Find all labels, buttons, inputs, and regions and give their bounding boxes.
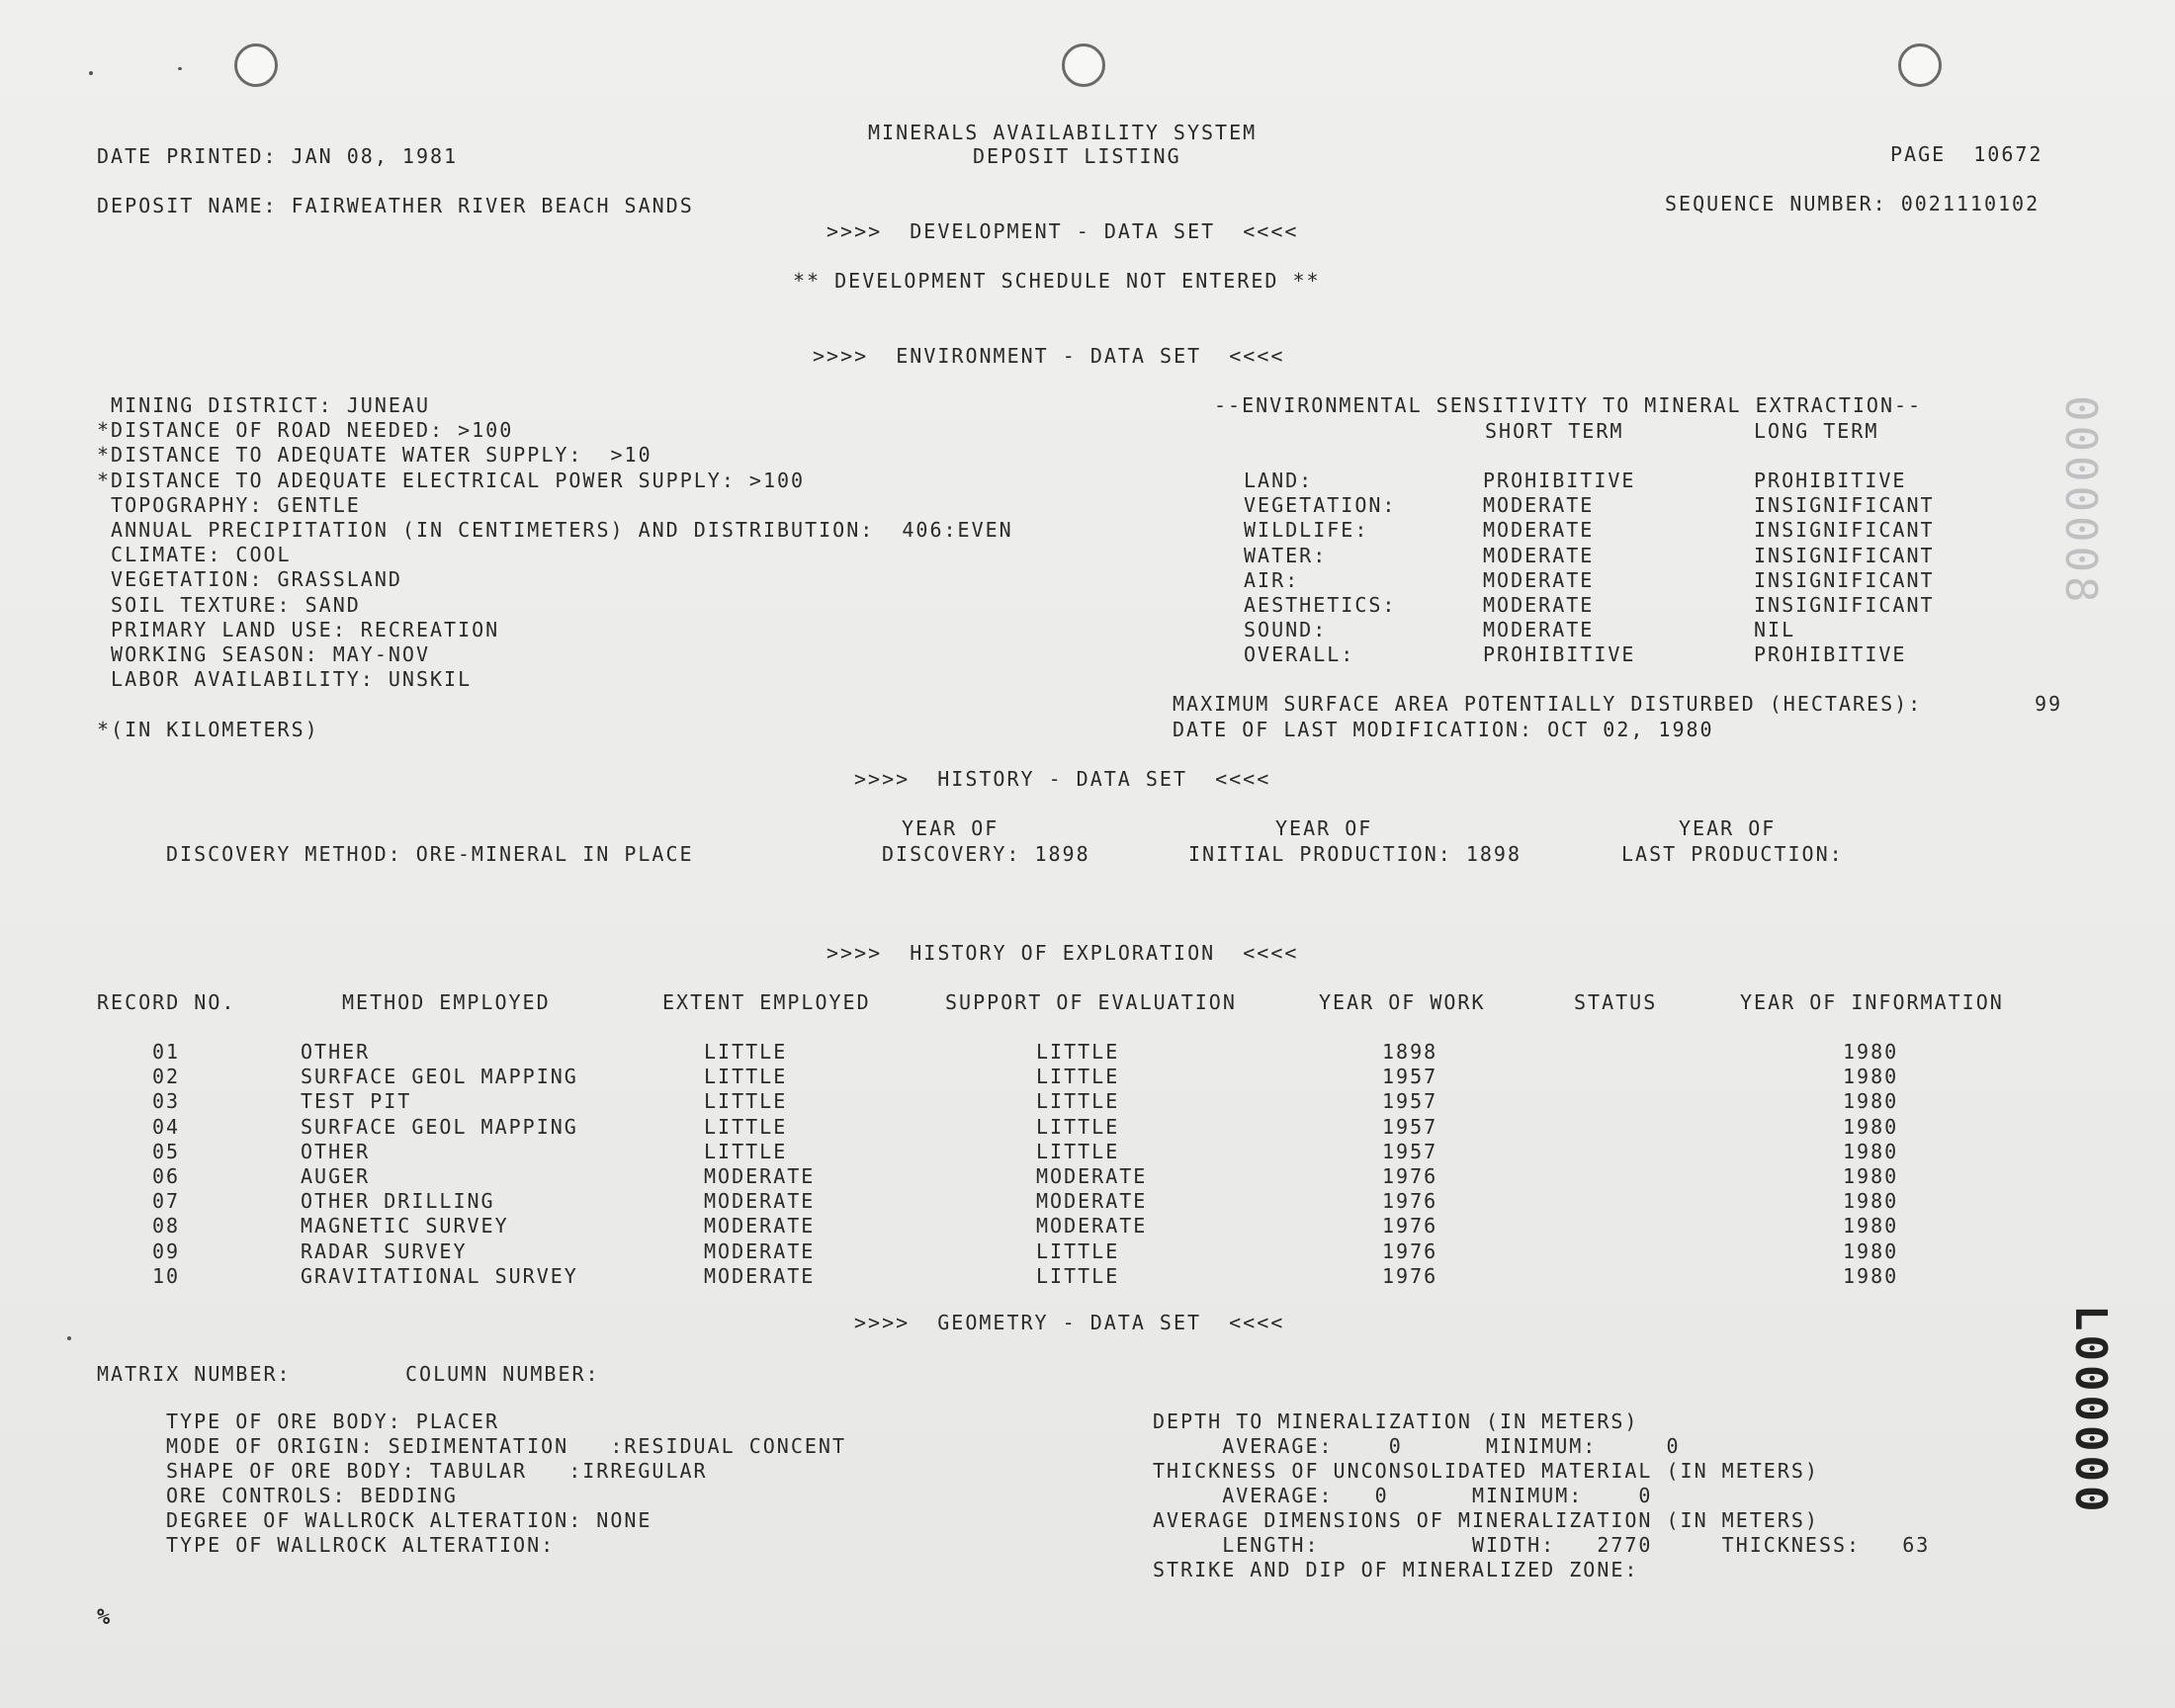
col-record-no: RECORD NO. — [97, 990, 236, 1014]
exploration-heading: >>>> HISTORY OF EXPLORATION <<<< — [826, 941, 1299, 965]
extent-employed: MODERATE — [704, 1164, 816, 1188]
initial-production: INITIAL PRODUCTION: 1898 — [1188, 842, 1522, 866]
sequence-number: SEQUENCE NUMBER: 0021110102 — [1665, 192, 2041, 215]
table-row — [0, 1189, 2175, 1214]
geometry-left-line: DEGREE OF WALLROCK ALTERATION: NONE — [166, 1508, 652, 1532]
method-employed: MAGNETIC SURVEY — [301, 1214, 509, 1238]
sensitivity-label: VEGETATION: — [1244, 493, 1397, 518]
environment-line: WORKING SEASON: MAY-NOV — [97, 642, 430, 666]
sensitivity-short-term: PROHIBITIVE — [1483, 469, 1636, 492]
support-evaluation: MODERATE — [1036, 1189, 1148, 1214]
sensitivity-label: OVERALL: — [1244, 642, 1355, 667]
environment-line: *DISTANCE TO ADEQUATE WATER SUPPLY: >10 — [97, 443, 652, 468]
deposit-name: DEPOSIT NAME: FAIRWEATHER RIVER BEACH SANDS — [97, 194, 694, 217]
geometry-left-line: TYPE OF WALLROCK ALTERATION: — [166, 1533, 556, 1557]
method-employed: AUGER — [301, 1164, 371, 1188]
geometry-right-line: LENGTH: WIDTH: 2770 THICKNESS: 63 — [1153, 1533, 1931, 1557]
year-of-information: 1980 — [1843, 1040, 1899, 1064]
col-method-employed: METHOD EMPLOYED — [342, 990, 551, 1014]
support-evaluation: LITTLE — [1036, 1089, 1120, 1114]
method-employed: GRAVITATIONAL SURVEY — [301, 1263, 578, 1288]
support-evaluation: MODERATE — [1036, 1214, 1148, 1238]
sensitivity-long-term: PROHIBITIVE — [1754, 642, 1907, 667]
col-support-evaluation: SUPPORT OF EVALUATION — [945, 990, 1237, 1014]
punch-hole-right — [1898, 43, 1942, 87]
sensitivity-long-term: PROHIBITIVE — [1754, 469, 1907, 492]
sensitivity-label: AESTHETICS: — [1244, 593, 1397, 617]
extent-employed: MODERATE — [704, 1214, 816, 1238]
max-surface-value: 99 — [2035, 692, 2063, 716]
year-of-work: 1898 — [1382, 1040, 1438, 1064]
support-evaluation: LITTLE — [1036, 1263, 1120, 1288]
extent-employed: LITTLE — [704, 1139, 788, 1163]
development-heading: >>>> DEVELOPMENT - DATA SET <<<< — [826, 219, 1299, 243]
extent-employed: LITTLE — [704, 1040, 788, 1064]
kilometers-footnote: *(IN KILOMETERS) — [97, 718, 319, 741]
environment-line: TOPOGRAPHY: GENTLE — [97, 492, 361, 517]
environment-line: PRIMARY LAND USE: RECREATION — [97, 617, 500, 641]
sensitivity-long-term: INSIGNIFICANT — [1754, 567, 1935, 592]
record-no: 03 — [152, 1089, 181, 1114]
year-of-information: 1980 — [1843, 1238, 1899, 1263]
year-of-information: 1980 — [1843, 1263, 1899, 1288]
environment-line: LABOR AVAILABILITY: UNSKIL — [97, 667, 473, 692]
record-no: 06 — [152, 1164, 181, 1188]
year-of-work: 1976 — [1382, 1263, 1438, 1288]
method-employed: TEST PIT — [301, 1089, 412, 1114]
table-row — [0, 1089, 2175, 1114]
sensitivity-label: AIR: — [1244, 567, 1300, 592]
discovery-year: DISCOVERY: 1898 — [882, 842, 1090, 866]
extent-employed: MODERATE — [704, 1238, 816, 1263]
geometry-heading: >>>> GEOMETRY - DATA SET <<<< — [854, 1311, 1285, 1334]
environment-line: CLIMATE: COOL — [97, 543, 292, 567]
environment-line: ANNUAL PRECIPITATION (IN CENTIMETERS) AND DISTRIBUTION: 406:EVEN — [97, 518, 1013, 542]
extent-employed: LITTLE — [704, 1065, 788, 1089]
page-number: PAGE 10672 — [1890, 142, 2044, 166]
method-employed: RADAR SURVEY — [301, 1238, 468, 1263]
year-of-work: 1976 — [1382, 1238, 1438, 1263]
support-evaluation: LITTLE — [1036, 1065, 1120, 1089]
geometry-right-line: AVERAGE: 0 MINIMUM: 0 — [1153, 1434, 1681, 1458]
sensitivity-long-term: NIL — [1754, 618, 1796, 642]
geometry-left-line: SHAPE OF ORE BODY: TABULAR :IRREGULAR — [166, 1459, 708, 1483]
page-mark: % — [97, 1605, 111, 1630]
year-of-work: 1976 — [1382, 1189, 1438, 1214]
record-no: 10 — [152, 1263, 181, 1288]
max-surface-label: MAXIMUM SURFACE AREA POTENTIALLY DISTURBED (HECTARES): — [1173, 692, 1923, 716]
sensitivity-short-term: MODERATE — [1483, 518, 1595, 543]
sensitivity-title: --ENVIRONMENTAL SENSITIVITY TO MINERAL EXTRACTION-- — [1214, 393, 1923, 417]
method-employed: OTHER DRILLING — [301, 1189, 495, 1214]
microfilm-code-dark: L000000 — [2065, 1305, 2116, 1516]
year-of-discovery-label: YEAR OF — [902, 816, 1000, 840]
table-row — [0, 1040, 2175, 1065]
support-evaluation: MODERATE — [1036, 1164, 1148, 1188]
sensitivity-long-term: INSIGNIFICANT — [1754, 518, 1935, 543]
sensitivity-short-term: PROHIBITIVE — [1483, 642, 1636, 667]
year-of-work: 1976 — [1382, 1214, 1438, 1238]
sensitivity-long-term: INSIGNIFICANT — [1754, 593, 1935, 617]
year-of-information: 1980 — [1843, 1114, 1899, 1139]
geometry-right-line: STRIKE AND DIP OF MINERALIZED ZONE: — [1153, 1558, 1639, 1581]
short-term-header: SHORT TERM — [1485, 419, 1624, 443]
col-status: STATUS — [1574, 990, 1658, 1014]
table-row — [0, 1239, 2175, 1264]
development-note: ** DEVELOPMENT SCHEDULE NOT ENTERED ** — [793, 269, 1321, 293]
sensitivity-short-term: MODERATE — [1483, 493, 1595, 518]
table-row — [0, 1065, 2175, 1089]
col-year-of-work: YEAR OF WORK — [1319, 990, 1486, 1014]
record-no: 09 — [152, 1238, 181, 1263]
year-of-work: 1957 — [1382, 1139, 1438, 1163]
record-no: 08 — [152, 1214, 181, 1238]
sensitivity-label: SOUND: — [1244, 618, 1328, 642]
sensitivity-short-term: MODERATE — [1483, 567, 1595, 592]
support-evaluation: LITTLE — [1036, 1238, 1120, 1263]
sensitivity-label: WILDLIFE: — [1244, 518, 1369, 543]
environment-line: *DISTANCE OF ROAD NEEDED: >100 — [97, 418, 514, 443]
column-number: COLUMN NUMBER: — [405, 1362, 600, 1386]
record-no: 04 — [152, 1114, 181, 1139]
sensitivity-long-term: INSIGNIFICANT — [1754, 543, 1935, 567]
geometry-right-line: AVERAGE DIMENSIONS OF MINERALIZATION (IN METERS) — [1153, 1508, 1819, 1532]
long-term-header: LONG TERM — [1754, 419, 1879, 443]
last-production: LAST PRODUCTION: — [1621, 842, 1844, 866]
environment-line: *DISTANCE TO ADEQUATE ELECTRICAL POWER SUPPLY: >100 — [97, 468, 806, 492]
record-no: 07 — [152, 1189, 181, 1214]
system-title: MINERALS AVAILABILITY SYSTEM — [868, 121, 1258, 144]
table-row — [0, 1115, 2175, 1140]
extent-employed: MODERATE — [704, 1189, 816, 1214]
record-no: 05 — [152, 1139, 181, 1163]
col-extent-employed: EXTENT EMPLOYED — [662, 990, 871, 1014]
year-of-initial-label: YEAR OF — [1275, 816, 1373, 840]
method-employed: OTHER — [301, 1139, 371, 1163]
punch-hole-left — [234, 43, 278, 87]
last-modification: DATE OF LAST MODIFICATION: OCT 02, 1980 — [1173, 718, 1714, 741]
year-of-work: 1957 — [1382, 1089, 1438, 1114]
support-evaluation: LITTLE — [1036, 1114, 1120, 1139]
support-evaluation: LITTLE — [1036, 1139, 1120, 1163]
record-no: 01 — [152, 1040, 181, 1064]
support-evaluation: LITTLE — [1036, 1040, 1120, 1064]
method-employed: OTHER — [301, 1040, 371, 1064]
year-of-information: 1980 — [1843, 1189, 1899, 1214]
punch-hole-center — [1062, 43, 1105, 87]
environment-line: VEGETATION: GRASSLAND — [97, 567, 402, 592]
year-of-information: 1980 — [1843, 1164, 1899, 1188]
sensitivity-label: LAND: — [1244, 469, 1314, 492]
geometry-left-line: TYPE OF ORE BODY: PLACER — [166, 1409, 499, 1433]
method-employed: SURFACE GEOL MAPPING — [301, 1065, 578, 1089]
year-of-information: 1980 — [1843, 1139, 1899, 1163]
sensitivity-long-term: INSIGNIFICANT — [1754, 493, 1935, 518]
date-printed: DATE PRINTED: JAN 08, 1981 — [97, 144, 459, 168]
geometry-right-line: THICKNESS OF UNCONSOLIDATED MATERIAL (IN METERS) — [1153, 1459, 1819, 1483]
geometry-left-line: ORE CONTROLS: BEDDING — [166, 1484, 458, 1507]
table-row — [0, 1214, 2175, 1238]
discovery-method: DISCOVERY METHOD: ORE-MINERAL IN PLACE — [166, 842, 694, 866]
year-of-work: 1976 — [1382, 1164, 1438, 1188]
year-of-information: 1980 — [1843, 1214, 1899, 1238]
geometry-right-line: DEPTH TO MINERALIZATION (IN METERS) — [1153, 1409, 1639, 1433]
geometry-left-line: MODE OF ORIGIN: SEDIMENTATION :RESIDUAL CONCENT — [166, 1434, 847, 1458]
year-of-work: 1957 — [1382, 1065, 1438, 1089]
history-heading: >>>> HISTORY - DATA SET <<<< — [854, 767, 1271, 791]
record-no: 02 — [152, 1065, 181, 1089]
environment-line: MINING DISTRICT: JUNEAU — [97, 393, 430, 417]
environment-heading: >>>> ENVIRONMENT - DATA SET <<<< — [813, 344, 1285, 368]
year-of-work: 1957 — [1382, 1114, 1438, 1139]
table-row — [0, 1164, 2175, 1189]
sensitivity-short-term: MODERATE — [1483, 593, 1595, 617]
extent-employed: LITTLE — [704, 1089, 788, 1114]
year-of-last-label: YEAR OF — [1679, 816, 1777, 840]
extent-employed: MODERATE — [704, 1263, 816, 1288]
matrix-number: MATRIX NUMBER: — [97, 1362, 292, 1386]
sensitivity-label: WATER: — [1244, 543, 1328, 567]
geometry-right-line: AVERAGE: 0 MINIMUM: 0 — [1153, 1484, 1653, 1507]
year-of-information: 1980 — [1843, 1089, 1899, 1114]
extent-employed: LITTLE — [704, 1114, 788, 1139]
listing-title: DEPOSIT LISTING — [973, 144, 1181, 168]
table-row — [0, 1140, 2175, 1164]
year-of-information: 1980 — [1843, 1065, 1899, 1089]
method-employed: SURFACE GEOL MAPPING — [301, 1114, 578, 1139]
col-year-of-information: YEAR OF INFORMATION — [1740, 990, 2004, 1014]
sensitivity-short-term: MODERATE — [1483, 618, 1595, 642]
environment-line: SOIL TEXTURE: SAND — [97, 592, 361, 617]
table-row — [0, 1264, 2175, 1289]
sensitivity-short-term: MODERATE — [1483, 543, 1595, 567]
microfilm-code-light: 0000008 — [2055, 395, 2106, 607]
